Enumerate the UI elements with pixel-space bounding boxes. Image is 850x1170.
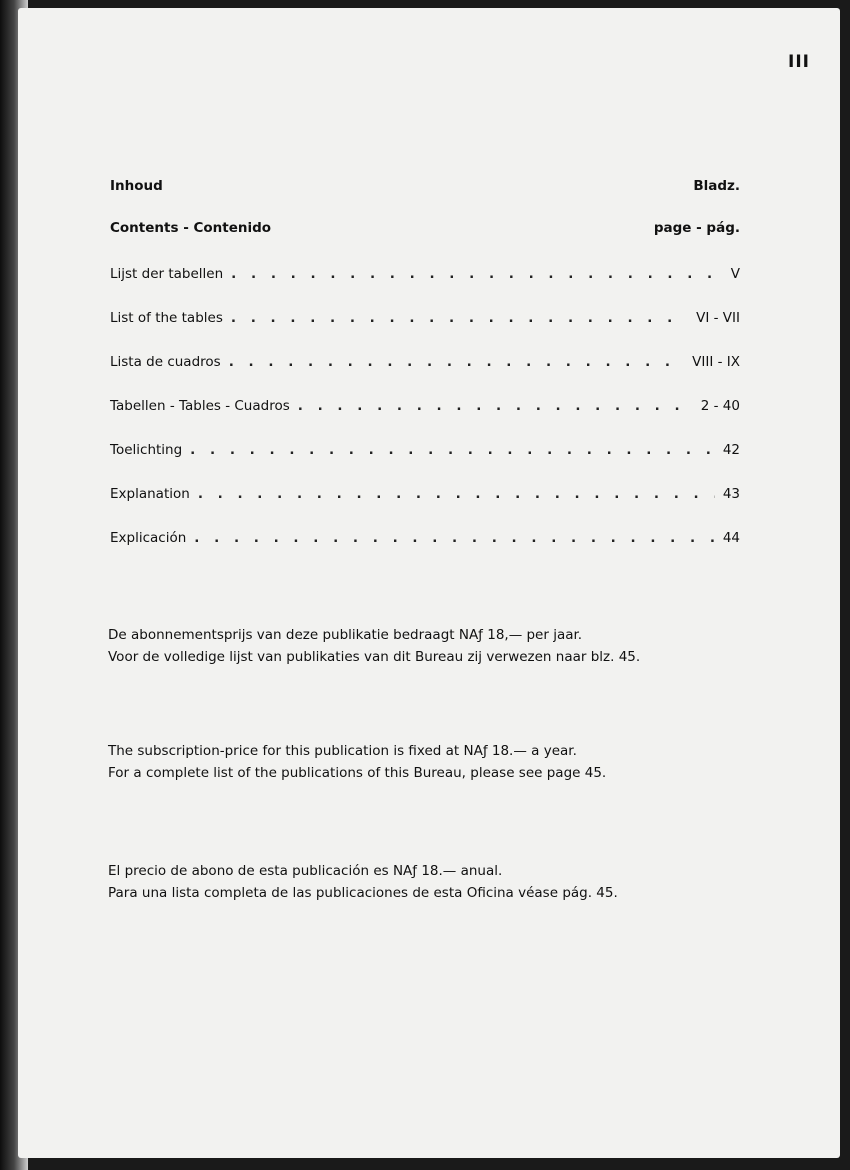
toc-entry[interactable]	[110, 526, 740, 546]
inhoud-heading: Inhoud	[110, 178, 163, 194]
toc-page-ref: V	[730, 266, 740, 282]
subscription-note-english	[108, 740, 748, 784]
toc-page-ref: 44	[722, 530, 740, 546]
toc-label: Explanation	[110, 486, 190, 502]
toc-entry[interactable]	[110, 482, 740, 502]
note-line: El precio de abono de esta publicación es NAƒ 18.— anual.	[108, 863, 503, 879]
toc-page-ref: VIII - IX	[692, 354, 740, 370]
toc-label: Tabellen - Tables - Cuadros	[110, 398, 290, 414]
header-row-dutch	[110, 178, 740, 194]
toc-page-ref: 42	[722, 442, 740, 458]
toc-label: Toelichting	[110, 442, 183, 458]
leader-dots	[194, 530, 715, 546]
page-heading: page - pág.	[653, 220, 740, 236]
note-line: For a complete list of the publications of this Bureau, please see page 45.	[108, 765, 607, 781]
leader-dots	[298, 398, 693, 414]
toc-page-ref: 43	[722, 486, 740, 502]
leader-dots	[231, 310, 688, 326]
toc-entry[interactable]	[110, 306, 740, 326]
contents-heading: Contents - Contenido	[110, 220, 272, 236]
toc-page-ref: 2 - 40	[700, 398, 740, 414]
toc-label: Lista de cuadros	[110, 354, 221, 370]
leader-dots	[229, 354, 684, 370]
page-number: III	[788, 52, 810, 72]
toc-entry[interactable]	[110, 438, 740, 458]
toc-entry[interactable]	[110, 350, 740, 370]
toc-entry[interactable]	[110, 262, 740, 282]
bladz-heading: Bladz.	[693, 178, 740, 194]
leader-dots	[231, 266, 723, 282]
toc-label: Lijst der tabellen	[110, 266, 224, 282]
note-line: De abonnementsprijs van deze publikatie bedraagt NAƒ 18,— per jaar.	[108, 627, 583, 643]
note-line: The subscription-price for this publication is fixed at NAƒ 18.— a year.	[108, 743, 577, 759]
toc-label: Explicación	[110, 530, 187, 546]
leader-dots	[190, 442, 715, 458]
header-row-multilang	[110, 220, 740, 236]
toc-label: List of the tables	[110, 310, 223, 326]
toc-entry[interactable]	[110, 394, 740, 414]
subscription-note-spanish	[108, 860, 748, 904]
note-line: Para una lista completa de las publicaciones de esta Oficina véase pág. 45.	[108, 885, 618, 901]
toc-page-ref: VI - VII	[696, 310, 740, 326]
subscription-note-dutch	[108, 624, 748, 668]
note-line: Voor de volledige lijst van publikaties van dit Bureau zij verwezen naar blz. 45.	[108, 649, 641, 665]
leader-dots	[198, 486, 715, 502]
